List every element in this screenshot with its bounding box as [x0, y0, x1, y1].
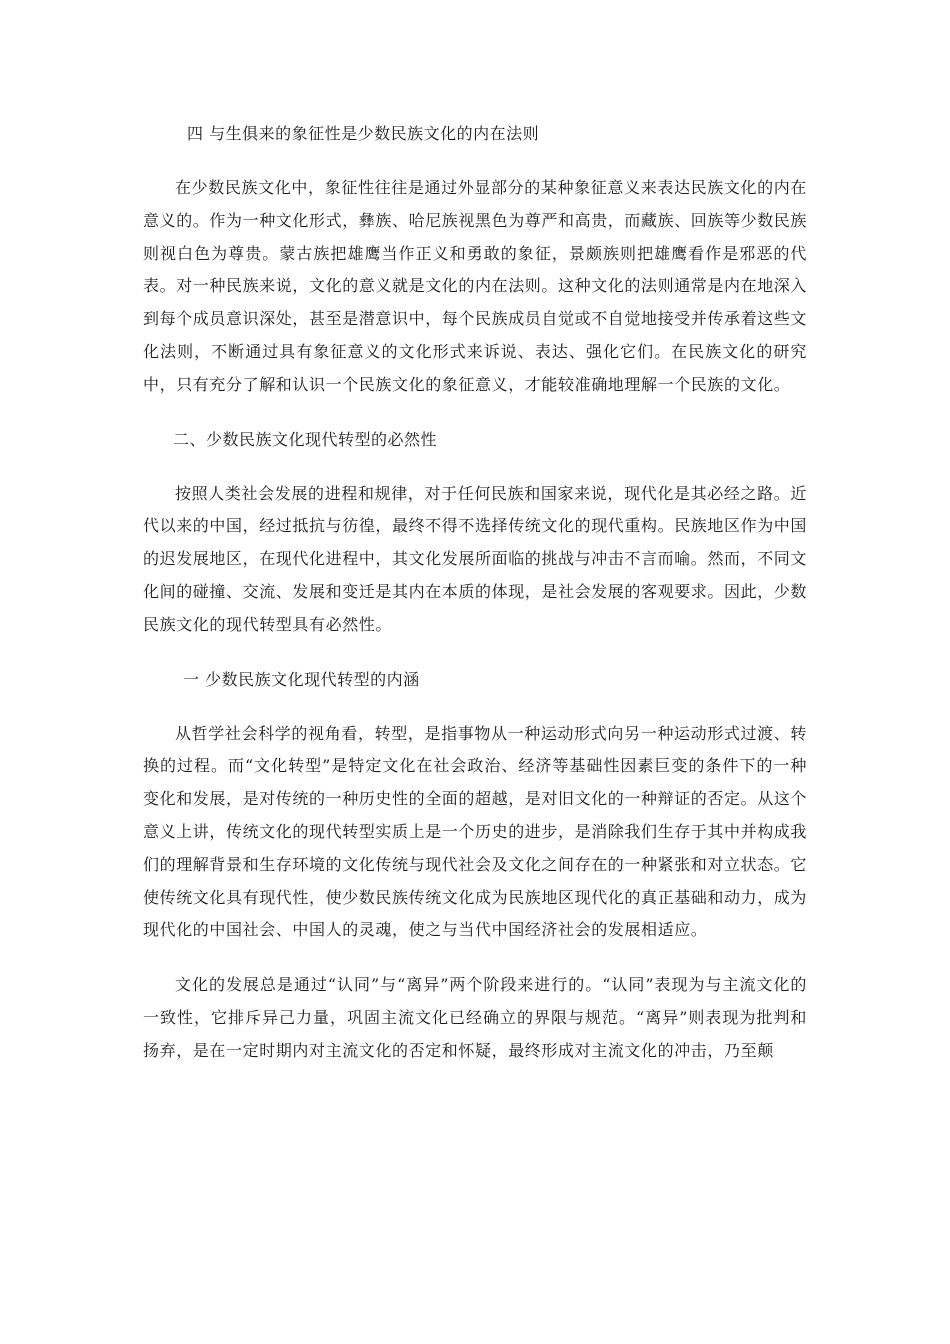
subsection-heading-1: 一 少数民族文化现代转型的内涵	[183, 669, 420, 689]
document-page	[143, 118, 807, 1090]
section-heading-2: 二、少数民族文化现代转型的必然性	[173, 429, 438, 449]
paragraph-modernization: 按照人类社会发展的进程和规律，对于任何民族和国家来说，现代化是其必经之路。近代以来的中国，经过抵抗与彷徨，最终不得不选择传统文化的现代重构。民族地区作为中国的迟发展地区，在现代化进程中，其文化发展所面临的挑战与冲击不言而喻。然而，不同文化间的碰撞、交流、发展和变迁是其内在本质的体现，是社会发展的客观要求。因此，少数民族文化的现代转型具有必然性。	[143, 483, 808, 634]
subsection-heading-4: 四 与生俱来的象征性是少数民族文化的内在法则	[187, 124, 540, 143]
paragraph-identity-alienation: 文化的发展总是通过“认同”与“离异”两个阶段来进行的。“认同”表现为与主流文化的一致性，它排斥异己力量，巩固主流文化已经确立的界限与规范。“离异”则表现为批判和扬弃，是在一定时期内对主流文化的否定和怀疑，最终形成对主流文化的冲击，乃至颠	[143, 975, 807, 1060]
paragraph-cultural-transformation: 从哲学社会科学的视角看，转型，是指事物从一种运动形式向另一种运动形式过渡、转换的过程。而“文化转型”是特定文化在社会政治、经济等基础性因素巨变的条件下的一种变化和发展，是对传统的一种历史性的全面的超越，是对旧文化的一种辩证的否定。从这个意义上讲，传统文化的现代转型实质上是一个历史的进步，是消除我们生存于其中并构成我们的理解背景和生存环境的文化传统与现代社会及文化之间存在的一种紧张和对立状态。它使传统文化具有现代性，使少数民族传统文化成为民族地区现代化的真正基础和动力，成为现代化的中国社会、中国人的灵魂，使之与当代中国经济社会的发展相适应。	[143, 723, 808, 940]
paragraph-symbolism: 在少数民族文化中，象征性往往是通过外显部分的某种象征意义来表达民族文化的内在意义的。作为一种文化形式，彝族、哈尼族视黑色为尊严和高贵，而藏族、回族等少数民族则视白色为尊贵。蒙古族把雄鹰当作正义和勇敢的象征，景颇族则把雄鹰看作是邪恶的代表。对一种民族来说，文化的意义就是文化的内在法则。这种文化的法则通常是内在地深入到每个成员意识深处，甚至是潜意识中，每个民族成员自觉或不自觉地接受并传承着这些文化法则，不断通过具有象征意义的文化形式来诉说、表达、强化它们。在民族文化的研究中，只有充分了解和认识一个民族文化的象征意义，才能较准确地理解一个民族的文化。	[143, 178, 808, 394]
